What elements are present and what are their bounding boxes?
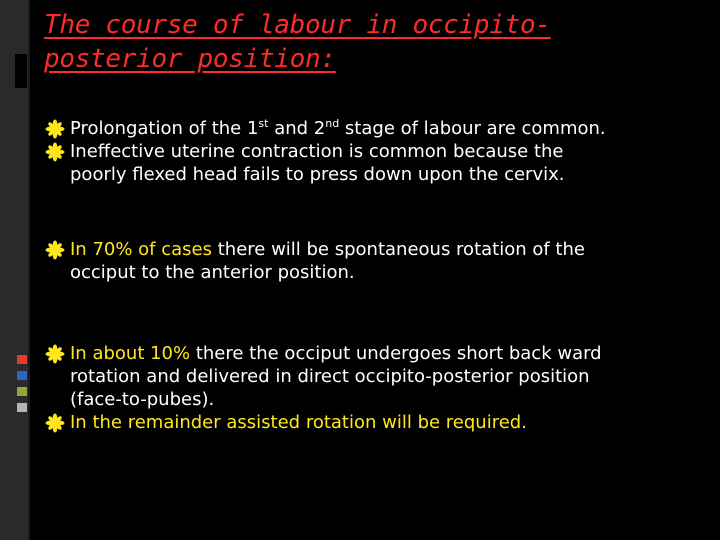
- list-item: [44, 342, 714, 411]
- bullet-list: [44, 117, 714, 434]
- flower-bullet-icon: [44, 344, 66, 364]
- slide-title-line-2: posterior position:: [44, 44, 336, 74]
- highlight-text: In the remainder assisted rotation will be required.: [70, 412, 527, 433]
- flower-bullet-icon: [44, 142, 66, 162]
- accent-square-red: [17, 355, 27, 364]
- accent-square-olive: [17, 387, 27, 396]
- item-text-line-2: rotation and delivered in direct occipito-posterior position: [70, 366, 590, 387]
- highlight-text: In about 10%: [70, 343, 191, 364]
- left-divider-line: [28, 0, 30, 540]
- item-text: Prolongation of the 1st and 2nd stage of labour are common.: [70, 117, 606, 139]
- item-text-line-1: In 70% of cases there will be spontaneous rotation of the: [70, 239, 585, 260]
- list-item: [44, 411, 714, 434]
- list-item: [44, 238, 714, 284]
- left-dark-block: [15, 54, 27, 88]
- item-text-line-3: (face-to-pubes).: [70, 389, 215, 410]
- list-item: [44, 117, 714, 140]
- slide-title-line-1: The course of labour in occipito-: [44, 10, 551, 40]
- list-item: [44, 140, 714, 186]
- item-text-line-2: occiput to the anterior position.: [70, 262, 355, 283]
- item-text-line-2: poorly flexed head fails to press down upon the cervix.: [70, 164, 565, 185]
- accent-square-blue: [17, 371, 27, 380]
- flower-bullet-icon: [44, 240, 66, 260]
- slide-title: [44, 8, 684, 76]
- flower-bullet-icon: [44, 119, 66, 139]
- accent-square-gray: [17, 403, 27, 412]
- item-text-line-1: Ineffective uterine contraction is common because the: [70, 141, 564, 162]
- highlight-text: In 70% of cases: [70, 239, 212, 260]
- flower-bullet-icon: [44, 413, 66, 433]
- accent-squares: [17, 355, 27, 419]
- item-text-line-1: In about 10% there the occiput undergoes short back ward: [70, 343, 602, 364]
